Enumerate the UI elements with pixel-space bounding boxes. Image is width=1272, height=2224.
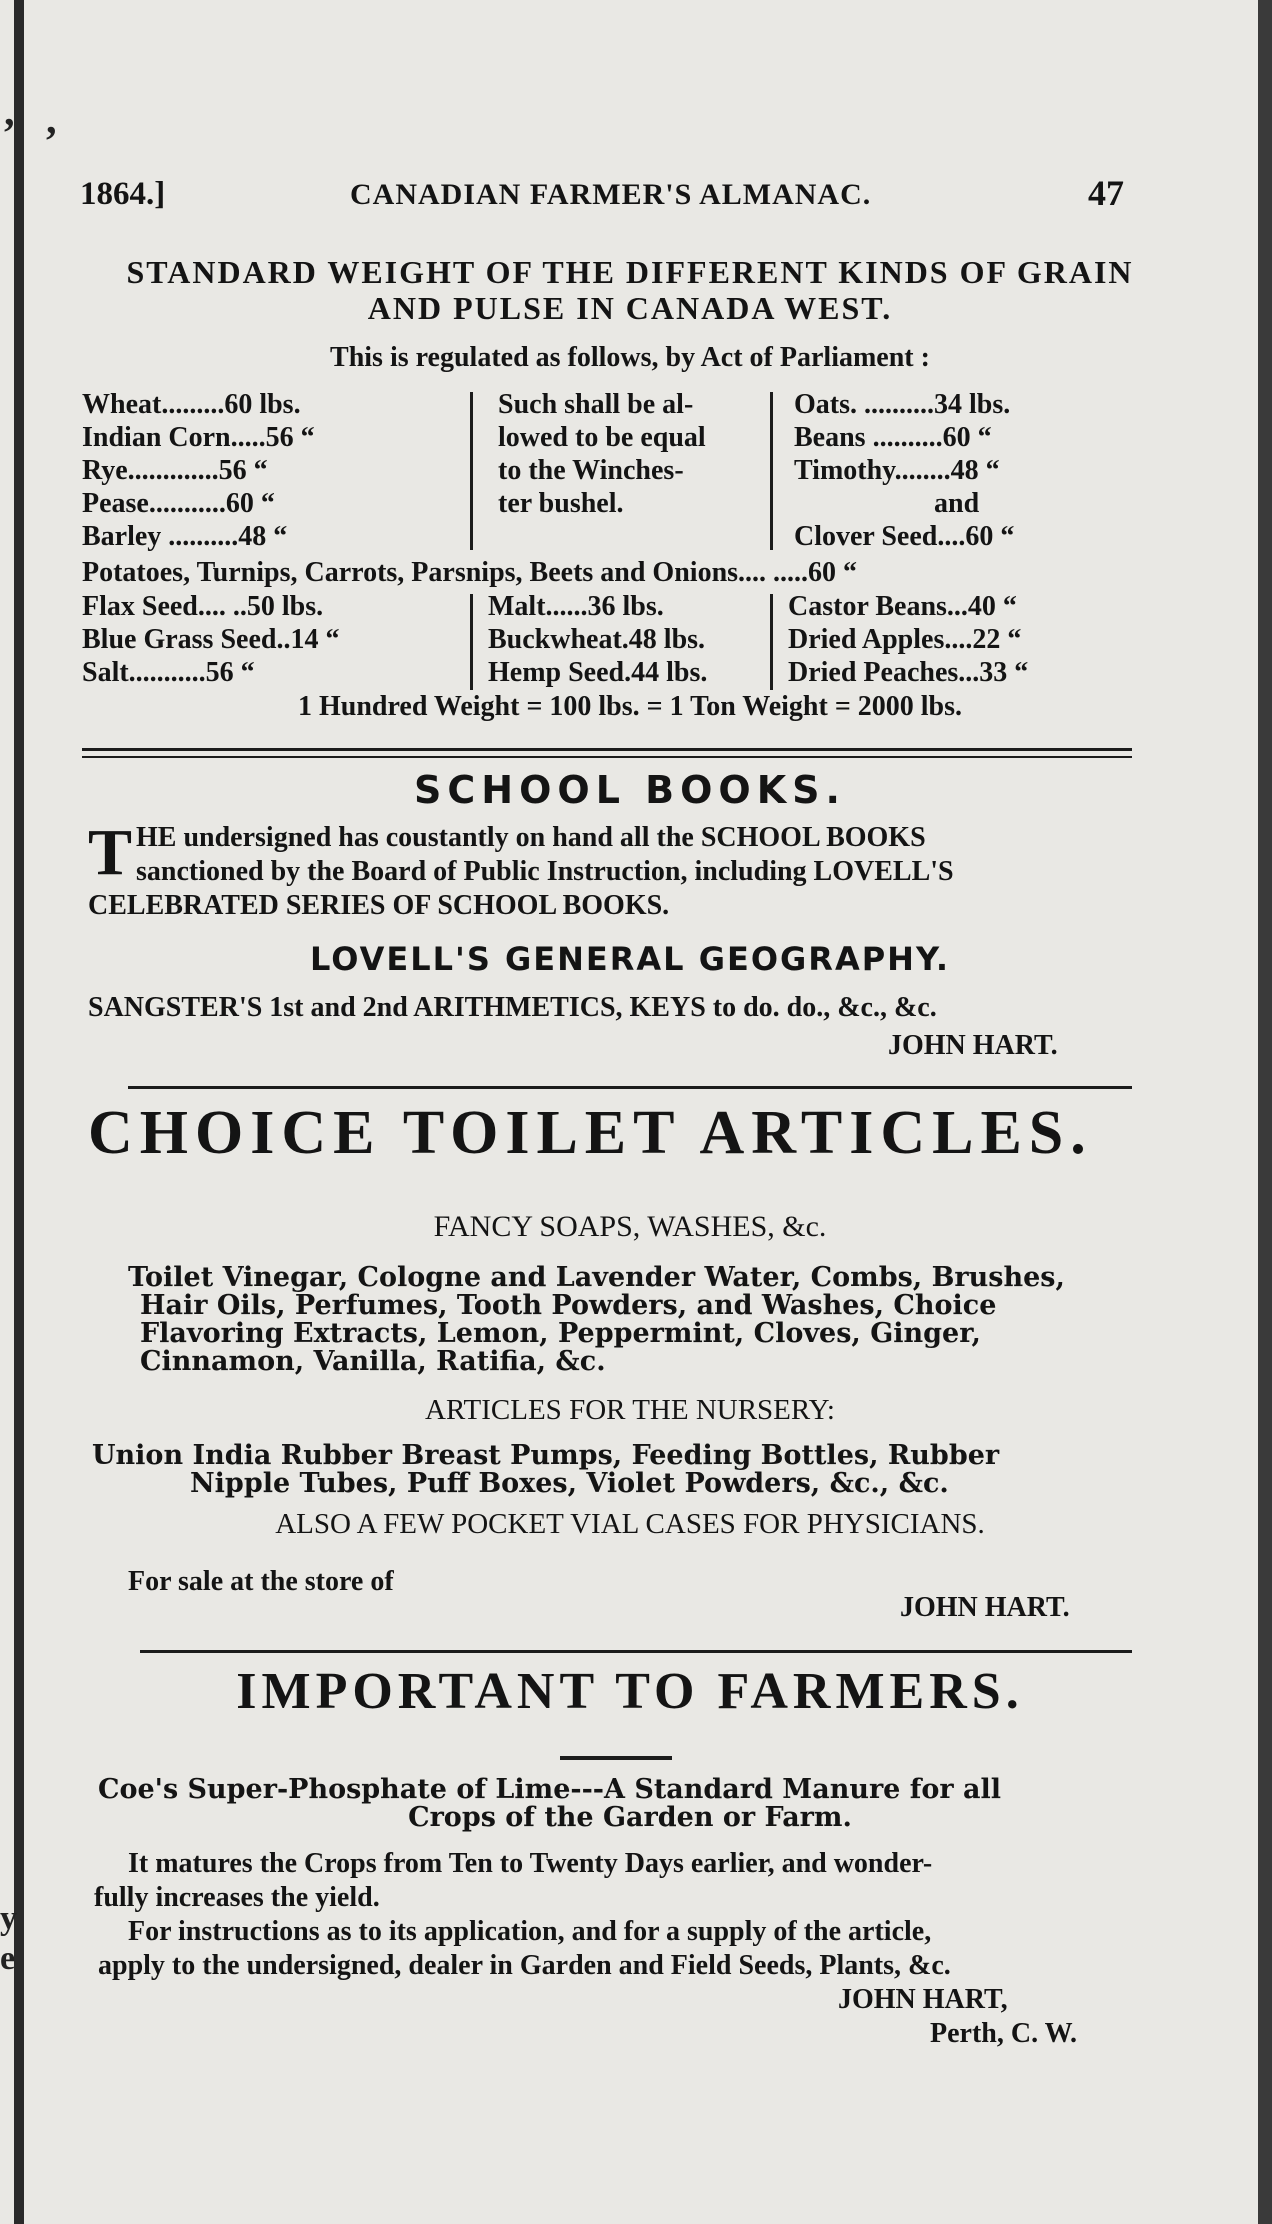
- section-rule: [140, 1650, 1132, 1653]
- grain-row: Timothy........48 “: [794, 455, 1000, 486]
- school-books-title: SCHOOL BOOKS.: [414, 768, 846, 812]
- page-number: 47: [1088, 173, 1124, 213]
- farmers-p1-line1: It matures the Crops from Ten to Twenty Days earlier, and wonder-: [128, 1848, 933, 1879]
- brace-right: [770, 392, 773, 550]
- grain-row: Rye.............56 “: [82, 455, 268, 486]
- grain-intro: This is regulated as follows, by Act of Parliament :: [330, 342, 930, 373]
- toilet-line: Cinnamon, Vanilla, Ratifia, &c.: [140, 1346, 606, 1377]
- nursery-title: ARTICLES FOR THE NURSERY:: [425, 1394, 835, 1426]
- vial-line: ALSO A FEW POCKET VIAL CASES FOR PHYSICIANS.: [275, 1508, 985, 1540]
- gutter-mark: e: [0, 1940, 16, 1977]
- nursery-line: Union India Rubber Breast Pumps, Feeding Bottles, Rubber: [92, 1440, 1000, 1471]
- farmers-p2-line2: apply to the undersigned, dealer in Garden and Field Seeds, Plants, &c.: [98, 1950, 951, 1981]
- phosphate-line1: Coe's Super-Phosphate of Lime---A Standard Manure for all: [98, 1774, 1002, 1805]
- grain-lower-left: [82, 590, 339, 689]
- sale-line: For sale at the store of: [128, 1566, 394, 1597]
- grain-middle-column: [498, 388, 706, 520]
- double-rule-bottom: [82, 756, 1132, 758]
- grain-note: ter bushel.: [498, 488, 624, 519]
- grain-row: Castor Beans...40 “: [788, 591, 1017, 622]
- geography-title: LOVELL'S GENERAL GEOGRAPHY.: [310, 940, 950, 978]
- grain-row: Clover Seed....60 “: [794, 521, 1015, 552]
- left-binding-edge: [14, 0, 24, 2224]
- grain-row: Pease...........60 “: [82, 488, 275, 519]
- double-rule-top: [82, 748, 1132, 751]
- gutter-mark: ’: [44, 119, 58, 165]
- gutter-mark: ’: [2, 111, 16, 157]
- farmers-p2-line1: For instructions as to its application, and for a supply of the article,: [128, 1916, 932, 1947]
- school-line3: CELEBRATED SERIES OF SCHOOL BOOKS.: [88, 890, 670, 921]
- short-rule: [560, 1756, 672, 1760]
- toilet-signature: JOHN HART.: [900, 1592, 1070, 1623]
- header-year: 1864.]: [80, 176, 166, 212]
- toilet-line: Flavoring Extracts, Lemon, Peppermint, Cloves, Ginger,: [140, 1318, 981, 1349]
- grain-row: Blue Grass Seed..14 “: [82, 624, 340, 655]
- grain-row: Wheat.........60 lbs.: [82, 389, 301, 420]
- toilet-title: CHOICE TOILET ARTICLES.: [88, 1099, 1093, 1167]
- drop-cap: T: [88, 816, 133, 889]
- grain-row: Oats. ..........34 lbs.: [794, 389, 1011, 420]
- grain-note: lowed to be equal: [498, 422, 706, 453]
- toilet-line: Hair Oils, Perfumes, Tooth Powders, and Washes, Choice: [140, 1290, 997, 1321]
- right-page-edge: [1258, 0, 1272, 2224]
- grain-row: and: [934, 488, 980, 519]
- farmers-signature: JOHN HART,: [838, 1984, 1008, 2015]
- brace-left: [470, 392, 473, 550]
- grain-wide-row: Potatoes, Turnips, Carrots, Parsnips, Beets and Onions.... .....60 “: [82, 557, 858, 588]
- header-title: CANADIAN FARMER'S ALMANAC.: [350, 178, 872, 211]
- grain-row: Dried Peaches...33 “: [788, 657, 1029, 688]
- school-signature: JOHN HART.: [888, 1030, 1058, 1061]
- grain-row: Hemp Seed.44 lbs.: [488, 657, 708, 688]
- grain-row: Barley ..........48 “: [82, 521, 288, 552]
- toilet-line: Toilet Vinegar, Cologne and Lavender Water, Combs, Brushes,: [128, 1262, 1065, 1293]
- grain-row: Dried Apples....22 “: [788, 624, 1022, 655]
- grain-left-column: [82, 388, 315, 553]
- grain-row: Flax Seed.... ..50 lbs.: [82, 591, 324, 622]
- grain-lower-right: [788, 590, 1028, 689]
- column-divider: [470, 594, 473, 690]
- nursery-line: Nipple Tubes, Puff Boxes, Violet Powders, &c., &c.: [190, 1468, 949, 1499]
- school-line2: sanctioned by the Board of Public Instruction, including LOVELL'S: [136, 856, 954, 887]
- grain-row: Salt...........56 “: [82, 657, 255, 688]
- column-divider: [770, 594, 773, 690]
- grain-note: Such shall be al-: [498, 389, 694, 420]
- section-rule: [128, 1086, 1132, 1089]
- grain-lower-middle: [488, 590, 707, 689]
- school-line1: HE undersigned has coustantly on hand all the SCHOOL BOOKS: [136, 822, 926, 853]
- toilet-subtitle: FANCY SOAPS, WASHES, &c.: [433, 1210, 827, 1243]
- grain-title-line1: STANDARD WEIGHT OF THE DIFFERENT KINDS OF GRAIN: [126, 254, 1134, 290]
- farmers-p1-line2: fully increases the yield.: [94, 1882, 380, 1913]
- grain-note: to the Winches-: [498, 455, 684, 486]
- farmers-title: IMPORTANT TO FARMERS.: [236, 1663, 1024, 1720]
- grain-row: Beans ..........60 “: [794, 422, 992, 453]
- grain-totals: 1 Hundred Weight = 100 lbs. = 1 Ton Weight = 2000 lbs.: [297, 691, 963, 722]
- phosphate-line2: Crops of the Garden or Farm.: [408, 1802, 852, 1833]
- gutter-mark: y: [0, 1900, 17, 1937]
- grain-row: Malt......36 lbs.: [488, 591, 664, 622]
- grain-row: Indian Corn.....56 “: [82, 422, 315, 453]
- grain-right-column: [794, 388, 1014, 553]
- grain-row: Buckwheat.48 lbs.: [488, 624, 706, 655]
- farmers-location: Perth, C. W.: [930, 2018, 1077, 2049]
- arithmetic-line: SANGSTER'S 1st and 2nd ARITHMETICS, KEYS to do. do., &c., &c.: [88, 992, 937, 1023]
- grain-title-line2: AND PULSE IN CANADA WEST.: [367, 290, 893, 326]
